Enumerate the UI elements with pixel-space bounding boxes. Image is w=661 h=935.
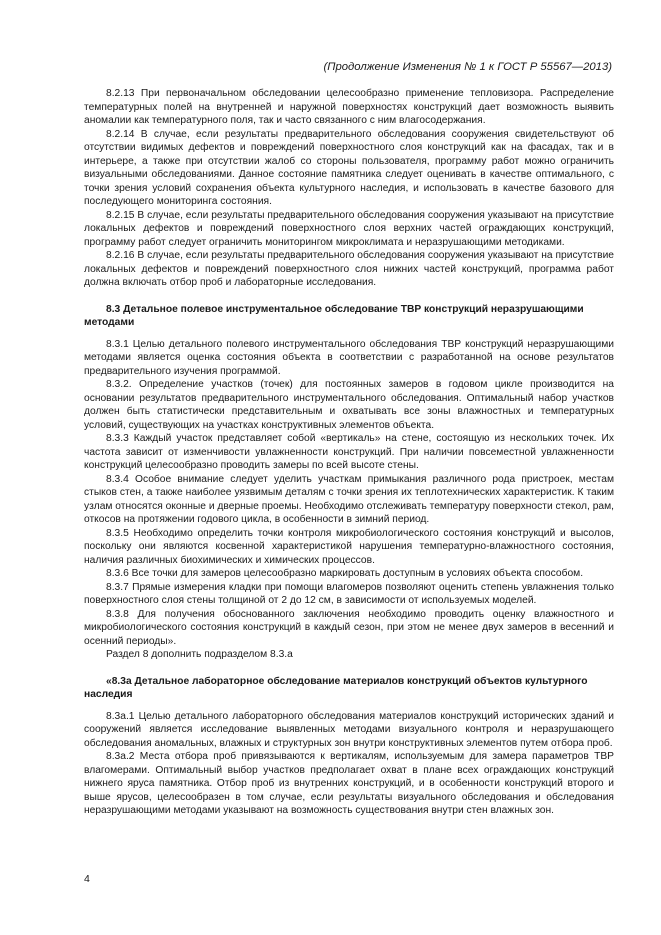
paragraph-8-3-4: 8.3.4 Особое внимание следует уделить участкам примыкания различного рода пристроек, местам стыков стен, а также наиболее уязвимым деталям с точки зрения их теплотехнических характеристик. К таким узлам относятся оконные и дверные проемы. Необходимо отслеживать температуру поверхности стекол, рам, откосов на протяжении годового цикла, в особенности в зимний период. — [84, 473, 614, 525]
paragraph-8-3a-1: 8.3а.1 Целью детального лабораторного обследования материалов конструкций исторических зданий и сооружений является исследование выявленных методами визуального контроля и неразрушающего обследования аномальных, влажных и структурных зон внутри конструктивных элементов путем отбора проб. — [84, 710, 614, 749]
document-body — [84, 87, 614, 818]
paragraph-8-2-13: 8.2.13 При первоначальном обследовании целесообразно применение тепловизора. Распределение температурных полей на внутренней и наружной поверхностях конструкций дает возможность выявить аномалии как температурного поля, так и часто связанного с ним влагосодержания. — [84, 88, 614, 126]
paragraph-8-2-15: 8.2.15 В случае, если результаты предварительного обследования сооружения указывают на присутствие локальных дефектов и повреждений поверхностного слоя верхних частей ограждающих конструкций, программу работ следует ограничить мониторингом микроклимата и неразрушающими методиками. — [84, 209, 614, 248]
paragraph-8-3a-2: 8.3а.2 Места отбора проб привязываются к вертикалям, используемым для замера параметров ТВР влагомерами. Оптимальный выбор участков предполагает охват в плане всех ограждающих конструкций нижнего яруса памятника. Отбор проб из внутренних конструкций, и в особенности конструкций второго и выше ярусов, целесообразен в том случае, если результаты визуального обследования и обследования неразрушающими методами указывают на возможность существования внутри стен влажных зон. — [84, 751, 614, 816]
paragraph-8-3-1: 8.3.1 Целью детального полевого инструментального обследования ТВР конструкций неразрушающими методами является оценка состояния объекта в соответствии с разработанной на основе результатов предварительного изучения программой. — [84, 338, 614, 377]
amendment-instruction: Раздел 8 дополнить подразделом 8.3.а — [106, 649, 293, 660]
paragraph-8-2-16: 8.2.16 В случае, если результаты предварительного обследования сооружения указывают на присутствие локальных дефектов и повреждений поверхностного слоя нижних частей конструкций, программа работ должна включать отбор проб и лабораторные исследования. — [84, 250, 614, 288]
section-heading-8-3a: «8.3а Детальное лабораторное обследование материалов конструкций объектов культурного наследия — [84, 675, 588, 700]
paragraph-8-2-14: 8.2.14 В случае, если результаты предварительного обследования сооружения свидетельствуют об отсутствии видимых дефектов и повреждений поверхностного слоя конструкций как на фасадах, так и в интерьере, а также при отсутствии жалоб со стороны пользователя, программу работ можно ограничить визуальными обследованиями. Данное состояние памятника следует оценивать в качестве оптимального, с точки зрения условий сохранения объекта культурного наследия, и использовать в качестве базового для последующего мониторинга состояния. — [84, 128, 614, 207]
paragraph-8-3-3: 8.3.3 Каждый участок представляет собой «вертикаль» на стене, состоящую из нескольких точек. Их частота зависит от изменчивости увлажненности конструкций. При наличии повсеместной увлажненности конструкций целесообразно проводить замеры по всей высоте стены. — [84, 433, 614, 471]
paragraph-8-3-5: 8.3.5 Необходимо определить точки контроля микробиологического состояния конструкций и высолов, поскольку они являются косвенной характеристикой нарушения температурно-влажностного состояния, наличия различных биохимических и химических процессов. — [84, 527, 614, 566]
paragraph-8-3-2: 8.3.2. Определение участков (точек) для постоянных замеров в годовом цикле производится на основании результатов предварительного инструментального обследования. Оптимальный набор участков должен быть статистически представительным и охватывать все зоны влажностных и температурных условий, существующих на участках конструктивных элементов объекта. — [84, 379, 614, 431]
paragraph-8-3-7: 8.3.7 Прямые измерения кладки при помощи влагомеров позволяют оценить степень увлажнения только поверхностного слоя стены толщиной от 2 до 12 см, в зависимости от используемых моделей. — [84, 581, 614, 606]
section-heading-8-3: 8.3 Детальное полевое инструментальное обследование ТВР конструкций неразрушающими методами — [84, 303, 584, 328]
paragraph-8-3-6: 8.3.6 Все точки для замеров целесообразно маркировать доступным в условиях объекта способом. — [106, 568, 584, 579]
running-header: (Продолжение Изменения № 1 к ГОСТ Р 55567—2013) — [323, 61, 612, 73]
paragraph-8-3-8: 8.3.8 Для получения обоснованного заключения необходимо проводить оценку влажностного и микробиологического состояния конструкций в каждый сезон, при этом не менее двух замеров в весенний и осенний периоды». — [84, 608, 614, 647]
page-number: 4 — [84, 873, 90, 885]
